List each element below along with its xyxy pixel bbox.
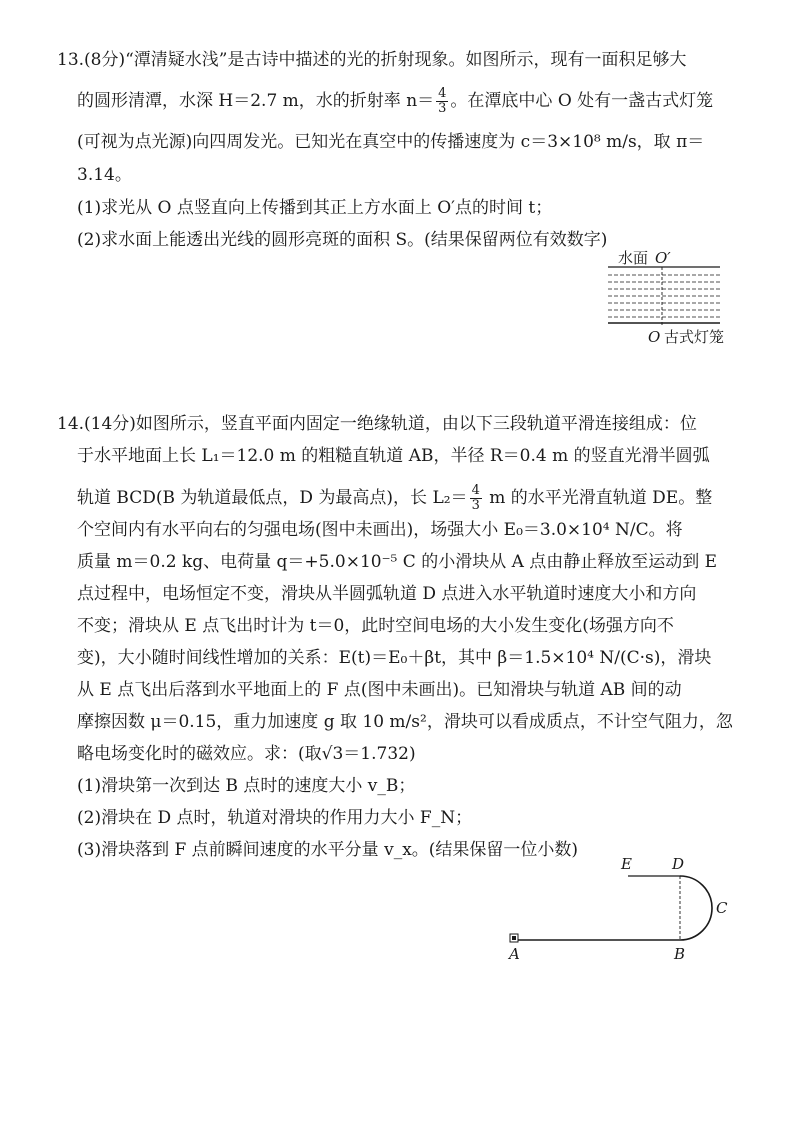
q14-line-3a: 轨道 BCD(B 为轨道最低点，D 为最高点)，长 L₂＝ <box>77 488 468 508</box>
q14-line-1: 14.(14分)如图所示，竖直平面内固定一绝缘轨道，由以下三段轨道平滑连接组成：位 <box>57 414 697 434</box>
length-fraction <box>470 484 482 513</box>
q13-line-3: (可视为点光源)向四周发光。已知光在真空中的传播速度为 c＝3×10⁸ m/s，取 π＝ <box>77 132 705 152</box>
q14-line-6: 点过程中，电场恒定不变，滑块从半圆弧轨道 D 点进入水平轨道时速度大小和方向 <box>77 584 697 604</box>
q14-track-figure <box>500 850 740 970</box>
q13-line-2b: 。在潭底中心 O 处有一盏古式灯笼 <box>450 91 714 111</box>
water-surface-label: 水面 <box>618 249 649 267</box>
q13-line-2a: 的圆形清潭，水深 H＝2.7 m，水的折射率 n＝ <box>77 91 435 111</box>
point-a-label: A <box>509 945 520 963</box>
lantern-label: 古式灯笼 <box>664 328 725 346</box>
q14-line-4: 个空间内有水平向右的匀强电场(图中未画出)，场强大小 E₀＝3.0×10⁴ N/C。将 <box>77 520 683 540</box>
q14-line-3b: m 的水平光滑直轨道 DE。整 <box>483 488 713 508</box>
point-c-label: C <box>716 899 728 917</box>
track <box>518 876 712 940</box>
q14-line-14: (3)滑块落到 F 点前瞬间速度的水平分量 v_x。(结果保留一位小数) <box>77 840 579 860</box>
q14-line-5: 质量 m＝0.2 kg、电荷量 q＝+5.0×10⁻⁵ C 的小滑块从 A 点由静止释放至运动到 E <box>77 552 718 572</box>
q14-line-3 <box>77 484 800 513</box>
point-b-label: B <box>674 945 686 963</box>
fraction-denominator: 3 <box>471 498 480 513</box>
q14-line-10: 摩擦因数 μ＝0.15，重力加速度 g 取 10 m/s²，滑块可以看成质点，不计空气阻力，忽 <box>77 712 733 732</box>
q13-line-2 <box>77 87 800 116</box>
o-label: O <box>648 328 661 346</box>
fraction-numerator: 4 <box>438 86 447 101</box>
q14-line-13: (2)滑块在 D 点时，轨道对滑块的作用力大小 F_N； <box>77 808 473 828</box>
q13-line-6: (2)求水面上能透出光线的圆形亮斑的面积 S。(结果保留两位有效数字) <box>77 230 608 250</box>
q13-line-4: 3.14。 <box>77 165 132 185</box>
water-body <box>608 267 720 325</box>
q14-line-11: 略电场变化时的磁效应。求：(取√3＝1.732) <box>77 744 416 764</box>
q13-water-figure <box>600 245 740 350</box>
o-prime-label: O′ <box>655 249 671 267</box>
fraction-numerator: 4 <box>471 483 480 498</box>
q14-line-7: 不变；滑块从 E 点飞出时计为 t＝0，此时空间电场的大小发生变化(场强方向不 <box>77 616 674 636</box>
q14-line-9: 从 E 点飞出后落到水平地面上的 F 点(图中未画出)。已知滑块与轨道 AB 间的动 <box>77 680 682 700</box>
slider-block <box>510 934 518 942</box>
point-e-label: E <box>621 855 632 873</box>
q13-line-5: (1)求光从 O 点竖直向上传播到其正上方水面上 O′点的时间 t； <box>77 198 553 218</box>
q14-line-12: (1)滑块第一次到达 B 点时的速度大小 v_B； <box>77 776 416 796</box>
point-d-label: D <box>672 855 685 873</box>
q14-line-8: 变)，大小随时间线性增加的关系：E(t)＝E₀＋βt，其中 β＝1.5×10⁴ N/(C·s)，滑块 <box>77 648 712 668</box>
fraction-denominator: 3 <box>438 101 447 116</box>
refractive-index-fraction <box>436 87 448 116</box>
q13-line-1: 13.(8分)“潭清疑水浅”是古诗中描述的光的折射现象。如图所示，现有一面积足够大 <box>57 50 687 70</box>
q14-line-2: 于水平地面上长 L₁＝12.0 m 的粗糙直轨道 AB，半径 R＝0.4 m 的竖直光滑半圆弧 <box>77 446 710 466</box>
